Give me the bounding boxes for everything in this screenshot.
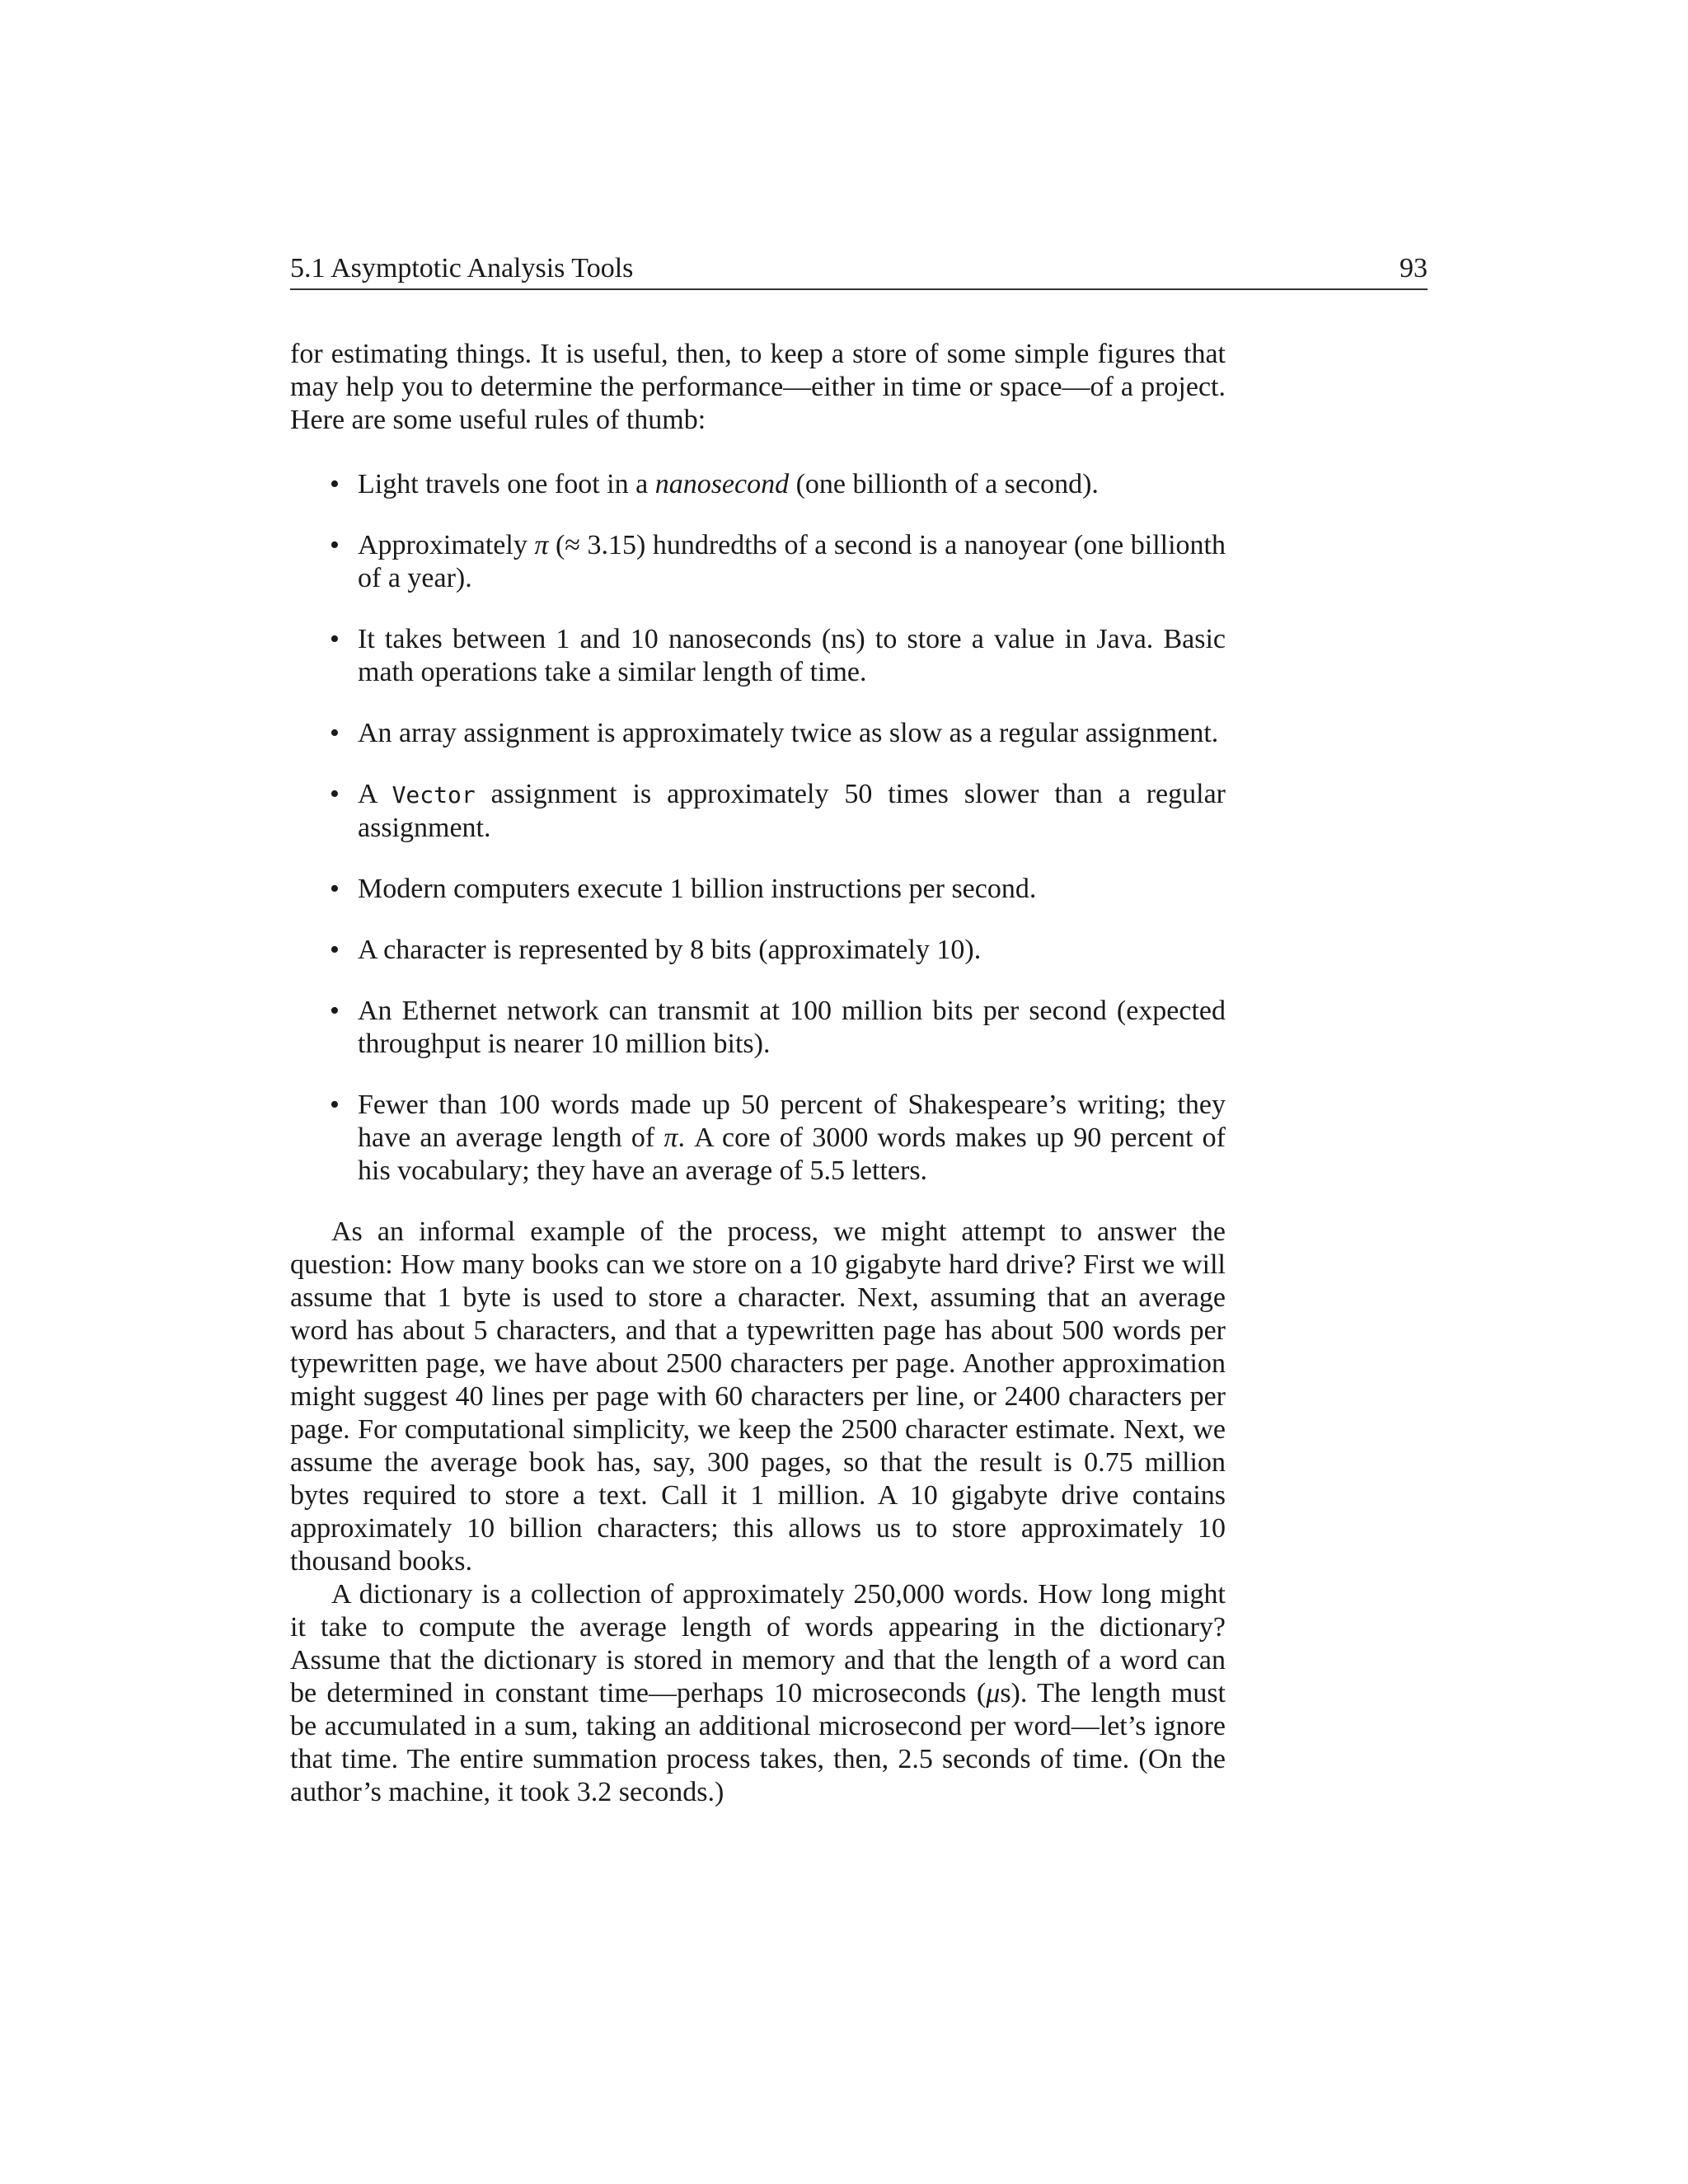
list-item-text: Fewer than 100 words made up 50 percent of Shakespeare’s writing; they have an average length of (358, 1090, 1226, 1153)
paragraph-text: s). The length must be accumulated in a sum, taking an additional microsecond per word—let’s ignore that time. The entire summation process takes, then, 2.5 seconds of time. (On the author’s machine, it took 3.2 seconds.) (290, 1678, 1226, 1807)
pi-symbol: π (663, 1122, 678, 1153)
list-item (358, 1089, 1226, 1188)
page-number: 93 (1400, 253, 1428, 284)
list-item (358, 778, 1226, 845)
list-item: • Modern computers execute 1 billion instructions per second. (358, 873, 1226, 906)
section-title: 5.1 Asymptotic Analysis Tools (290, 253, 634, 284)
intro-paragraph: for estimating things. It is useful, then, to keep a store of some simple figures that may help you to determine the performance—either in time or space—of a project. Here are some useful rules of thumb: (290, 339, 1226, 435)
paragraph-text: A dictionary is a collection of approximately 250,000 words. How long might it take to compute the average length of words appearing in the dictionary? Assume that the dictionary is stored in memory and that the length of a word can be determined in constant time—perhaps 10 microseconds ( (290, 1579, 1226, 1708)
list-item-text: A (358, 779, 392, 809)
emphasized-term: nanosecond (654, 469, 790, 499)
list-item: • An Ethernet network can transmit at 100 million bits per second (expected throughput is nearer 10 million bits). (358, 995, 1226, 1061)
list-item (358, 468, 1226, 501)
list-item-text: assignment is approximately 50 times slower than a regular assignment. (358, 779, 1226, 843)
pi-symbol: π (534, 530, 549, 560)
dictionary-paragraph (290, 1578, 1226, 1809)
body-text (290, 338, 1226, 1809)
list-item: • A character is represented by 8 bits (approximately 10). (358, 934, 1226, 967)
running-header (290, 252, 1428, 290)
list-item-text: (one billionth of a second). (789, 469, 1099, 499)
list-item (358, 529, 1226, 595)
code-term: Vector (392, 781, 476, 808)
list-item-text: . A core of 3000 words makes up 90 percent of his vocabulary; they have an average of 5.5 letters. (358, 1122, 1226, 1186)
list-item: • An array assignment is approximately twice as slow as a regular assignment. (358, 717, 1226, 750)
rules-of-thumb-list (290, 468, 1226, 1188)
books-example-paragraph: As an informal example of the process, we might attempt to answer the question: How many books can we store on a 10 gigabyte hard drive? First we will assume that 1 byte is used to store a character. Next, assuming that an average word has about 5 characters, and that a typewritten page has about 500 words per typewritten page, we have about 2500 characters per page. Another approximation might suggest 40 lines per page with 60 characters per line, or 2400 characters per page. For computational simplicity, we keep the 2500 character estimate. Next, we assume the average book has, say, 300 pages, so that the result is 0.75 million bytes required to store a text. Call it 1 million. A 10 gigabyte drive contains approximately 10 billion characters; this allows us to store approximately 10 thousand books. (290, 1216, 1226, 1577)
mu-symbol: μ (986, 1678, 1001, 1708)
list-item-text: (≈ 3.15) hundredths of a second is a nanoyear (one billionth of a year). (358, 530, 1226, 593)
list-item: • It takes between 1 and 10 nanoseconds (ns) to store a value in Java. Basic math operations take a similar length of time. (358, 623, 1226, 689)
list-item-text: Approximately (358, 530, 535, 560)
list-item-text: Light travels one foot in a (358, 469, 655, 499)
